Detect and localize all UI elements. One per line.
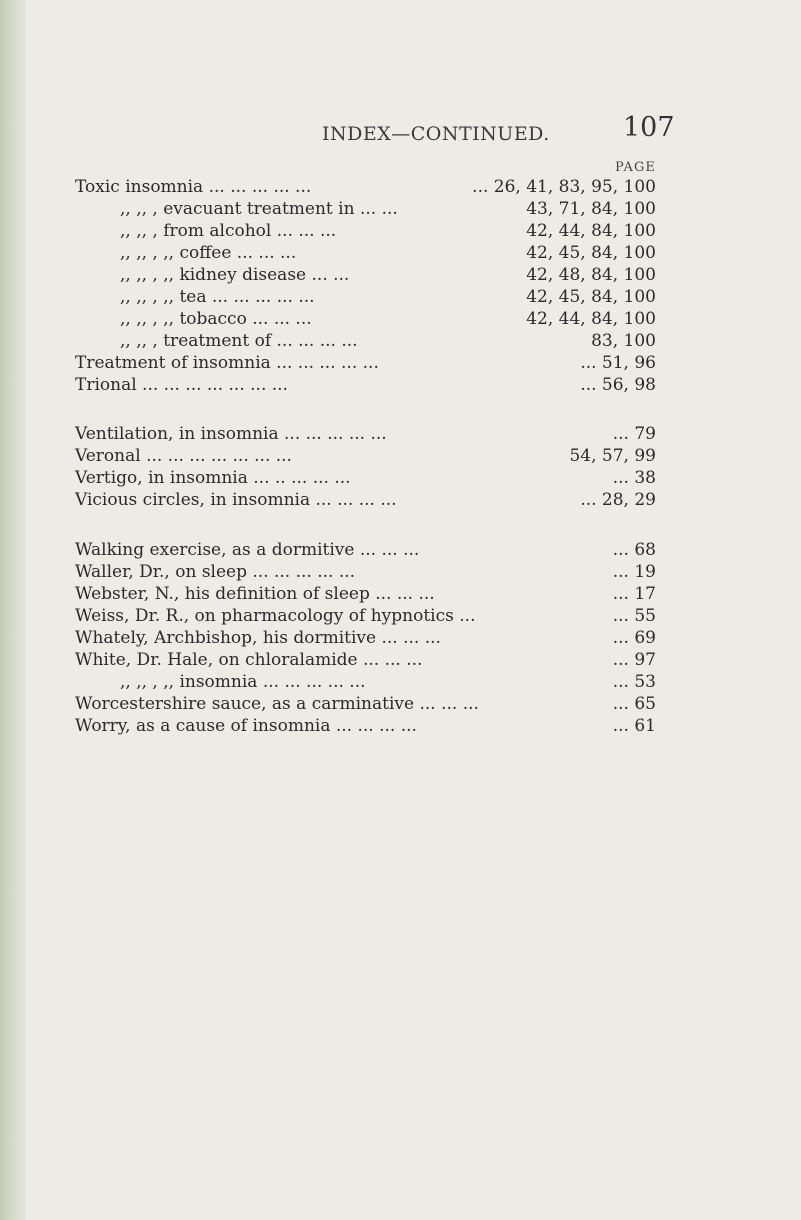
- entry-term: Treatment of insomnia ... ... ... ... ...: [75, 353, 379, 373]
- page-number: 107: [623, 112, 675, 143]
- entry-page-refs: ... 65: [612, 694, 656, 714]
- entry-page-refs: ... 68: [612, 540, 656, 560]
- index-entry: [0, 584, 801, 605]
- entry-term: ,, ,, , from alcohol ... ... ...: [120, 221, 337, 241]
- entry-page-refs: ... 61: [612, 716, 656, 736]
- entry-page-refs: 42, 45, 84, 100: [526, 287, 656, 307]
- entry-page-refs: ... 56, 98: [580, 375, 656, 395]
- entry-page-refs: ... 17: [612, 584, 656, 604]
- entry-page-refs: 83, 100: [591, 331, 656, 351]
- entry-term: Waller, Dr., on sleep ... ... ... ... ...: [75, 562, 356, 582]
- index-entry: [0, 221, 801, 242]
- index-entry: [0, 446, 801, 467]
- index-entry: [0, 650, 801, 671]
- index-entry: [0, 243, 801, 264]
- entry-term: Veronal ... ... ... ... ... ... ...: [75, 446, 292, 466]
- index-entry: [0, 672, 801, 693]
- entry-term: Webster, N., his definition of sleep ... ... ...: [75, 584, 435, 604]
- entry-page-refs: 43, 71, 84, 100: [526, 199, 656, 219]
- index-entry: [0, 540, 801, 561]
- index-entry: [0, 468, 801, 489]
- entry-term: Vertigo, in insomnia ... .. ... ... ...: [75, 468, 351, 488]
- entry-term: White, Dr. Hale, on chloralamide ... ... ...: [75, 650, 423, 670]
- entry-term: Toxic insomnia ... ... ... ... ...: [75, 177, 312, 197]
- entry-term: ,, ,, , ,, coffee ... ... ...: [120, 243, 297, 263]
- index-entry: [0, 287, 801, 308]
- entry-page-refs: ... 69: [612, 628, 656, 648]
- entry-page-refs: ... 38: [612, 468, 656, 488]
- index-entry: [0, 199, 801, 220]
- entry-term: Trional ... ... ... ... ... ... ...: [75, 375, 288, 395]
- entry-page-refs: ... 28, 29: [580, 490, 656, 510]
- entry-term: ,, ,, , ,, kidney disease ... ...: [120, 265, 350, 285]
- index-entry: [0, 331, 801, 352]
- entry-term: ,, ,, , evacuant treatment in ... ...: [120, 199, 398, 219]
- index-entry: [0, 694, 801, 715]
- running-head: INDEX—CONTINUED.: [322, 123, 550, 145]
- entry-term: Walking exercise, as a dormitive ... ... ...: [75, 540, 420, 560]
- index-entry: [0, 562, 801, 583]
- index-entry: [0, 265, 801, 286]
- entry-page-refs: ... 79: [612, 424, 656, 444]
- entry-page-refs: ... 97: [612, 650, 656, 670]
- entry-page-refs: 42, 44, 84, 100: [526, 309, 656, 329]
- index-entry: [0, 375, 801, 396]
- index-entry: [0, 309, 801, 330]
- index-entry: [0, 628, 801, 649]
- entry-page-refs: 42, 48, 84, 100: [526, 265, 656, 285]
- entry-term: ,, ,, , ,, insomnia ... ... ... ... ...: [120, 672, 366, 692]
- entry-term: ,, ,, , ,, tea ... ... ... ... ...: [120, 287, 315, 307]
- entry-page-refs: ... 19: [612, 562, 656, 582]
- entry-page-refs: 42, 45, 84, 100: [526, 243, 656, 263]
- entry-term: Vicious circles, in insomnia ... ... ... ...: [75, 490, 397, 510]
- entry-page-refs: 54, 57, 99: [569, 446, 656, 466]
- index-entry: [0, 353, 801, 374]
- entry-term: ,, ,, , treatment of ... ... ... ...: [120, 331, 358, 351]
- entry-page-refs: ... 53: [612, 672, 656, 692]
- index-entry: [0, 177, 801, 198]
- entry-term: Worcestershire sauce, as a carminative ... ... ...: [75, 694, 479, 714]
- page-column-label: PAGE: [615, 160, 656, 175]
- entry-term: ,, ,, , ,, tobacco ... ... ...: [120, 309, 312, 329]
- entry-term: Weiss, Dr. R., on pharmacology of hypnotics ...: [75, 606, 476, 626]
- index-entry: [0, 606, 801, 627]
- entry-term: Ventilation, in insomnia ... ... ... ... ...: [75, 424, 387, 444]
- entry-term: Worry, as a cause of insomnia ... ... ... ...: [75, 716, 417, 736]
- entry-page-refs: 42, 44, 84, 100: [526, 221, 656, 241]
- index-entry: [0, 424, 801, 445]
- index-entry: [0, 716, 801, 737]
- entry-page-refs: ... 26, 41, 83, 95, 100: [472, 177, 656, 197]
- entry-page-refs: ... 55: [612, 606, 656, 626]
- entry-term: Whately, Archbishop, his dormitive ... ... ...: [75, 628, 441, 648]
- entry-page-refs: ... 51, 96: [580, 353, 656, 373]
- index-entry: [0, 490, 801, 511]
